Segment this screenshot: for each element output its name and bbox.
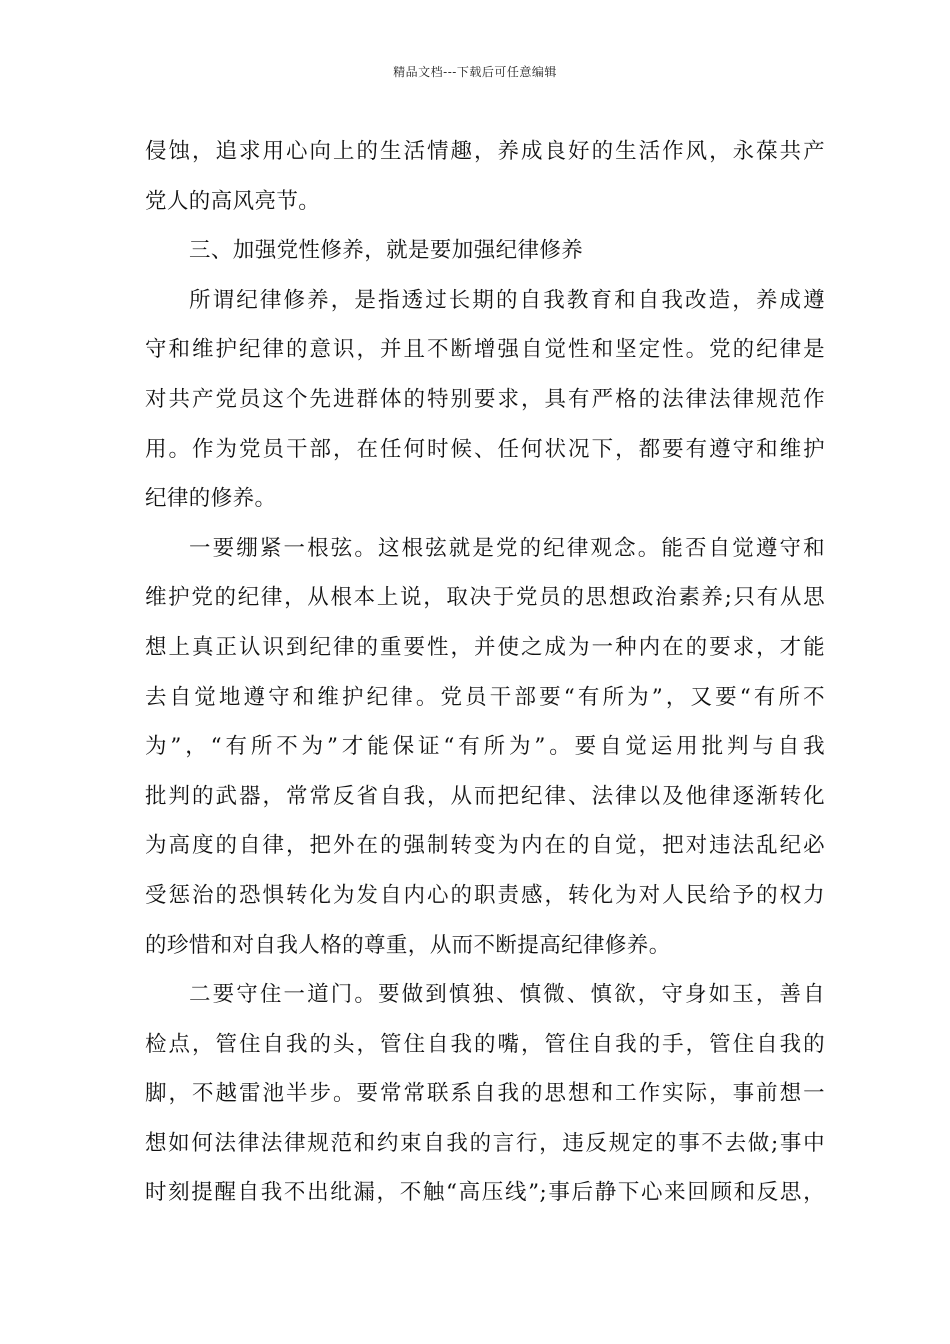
text-line: 守和维护纪律的意识，并且不断增强自觉性和坚定性。党的纪律是	[145, 337, 825, 363]
text-line: 为”，“有所不为”才能保证“有所为”。要自觉运用批判与自我	[145, 734, 825, 760]
text-line: 时刻提醒自我不出纰漏，不触“高压线”;事后静下心来回顾和反思，	[145, 1180, 825, 1206]
text-line: 受惩治的恐惧转化为发自内心的职责感，转化为对人民给予的权力	[145, 882, 825, 908]
text-line: 二要守住一道门。要做到慎独、慎微、慎欲，守身如玉，善自	[189, 982, 825, 1008]
section-heading	[145, 226, 825, 276]
paragraph-first-point	[145, 524, 825, 970]
text-line: 维护党的纪律，从根本上说，取决于党员的思想政治素养;只有从思	[145, 585, 825, 611]
text-line: 脚，不越雷池半步。要常常联系自我的思想和工作实际，事前想一	[145, 1081, 825, 1107]
section-heading-text: 三、加强党性修养，就是要加强纪律修养	[189, 238, 584, 264]
document-body	[145, 127, 825, 1218]
text-line: 所谓纪律修养，是指透过长期的自我教育和自我改造，养成遵	[189, 287, 825, 313]
text-line: 党人的高风亮节。	[145, 188, 321, 214]
paragraph-continuation	[145, 127, 825, 226]
text-line: 对共产党员这个先进群体的特别要求，具有严格的法律法律规范作	[145, 386, 825, 412]
text-line: 的珍惜和对自我人格的尊重，从而不断提高纪律修养。	[145, 932, 671, 958]
text-line: 想上真正认识到纪律的重要性，并使之成为一种内在的要求，才能	[145, 634, 825, 660]
text-line: 为高度的自律，把外在的强制转变为内在的自觉，把对违法乱纪必	[145, 833, 825, 859]
page-header: 精品文档---下载后可任意编辑	[393, 65, 557, 79]
paragraph-second-point	[145, 970, 825, 1218]
text-line: 一要绷紧一根弦。这根弦就是党的纪律观念。能否自觉遵守和	[189, 535, 825, 561]
text-line: 纪律的修养。	[145, 486, 277, 512]
text-line: 想如何法律法律规范和约束自我的言行，违反规定的事不去做;事中	[145, 1130, 825, 1156]
text-line: 用。作为党员干部，在任何时候、任何状况下，都要有遵守和维护	[145, 436, 825, 462]
text-line: 去自觉地遵守和维护纪律。党员干部要“有所为”，又要“有所不	[145, 684, 825, 710]
paragraph-discipline-definition	[145, 276, 825, 524]
text-line: 批判的武器，常常反省自我，从而把纪律、法律以及他律逐渐转化	[145, 783, 825, 809]
text-line: 检点，管住自我的头，管住自我的嘴，管住自我的手，管住自我的	[145, 1031, 825, 1057]
text-line: 侵蚀，追求用心向上的生活情趣，养成良好的生活作风，永葆共产	[145, 139, 825, 164]
